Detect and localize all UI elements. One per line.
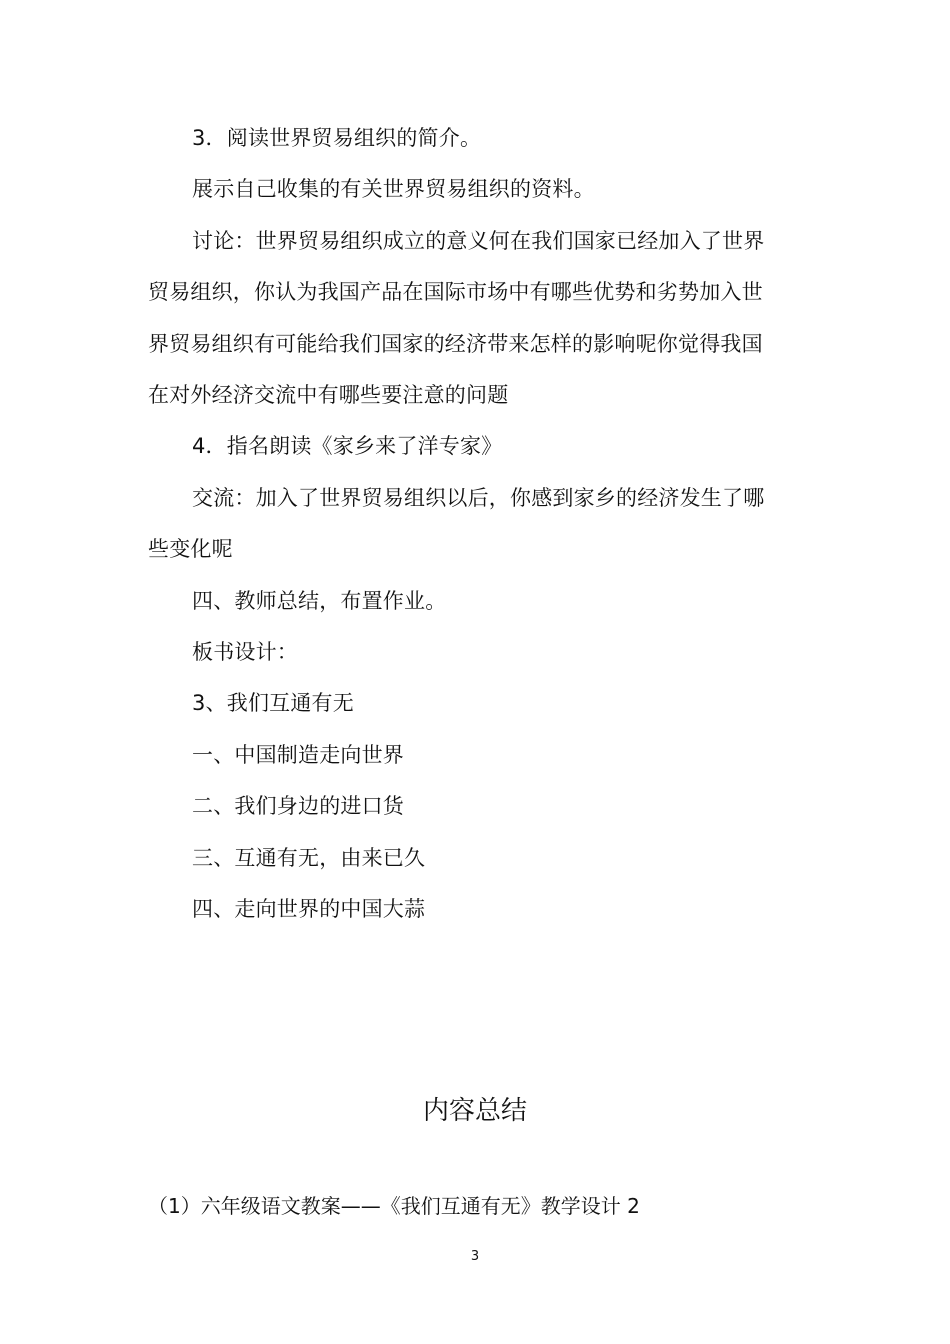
body-line: 展示自己收集的有关世界贸易组织的资料。: [192, 177, 595, 201]
body-line: 一、中国制造走向世界: [192, 743, 404, 767]
body-line: 在对外经济交流中有哪些要注意的问题: [148, 383, 509, 407]
body-line: 贸易组织，你认为我国产品在国际市场中有哪些优势和劣势加入世: [148, 280, 763, 304]
page-number: 3: [470, 1249, 480, 1264]
body-line: 4．指名朗读《家乡来了洋专家》: [192, 434, 503, 458]
body-line: 些变化呢: [148, 537, 233, 561]
summary-heading: 内容总结: [422, 1096, 527, 1126]
body-line: 3、我们互通有无: [192, 691, 354, 715]
summary-item: （1）六年级语文教案——《我们互通有无》教学设计 2: [148, 1194, 640, 1218]
body-line: 讨论：世界贸易组织成立的意义何在我们国家已经加入了世界: [192, 229, 765, 253]
body-line: 板书设计：: [192, 640, 298, 664]
body-line: 界贸易组织有可能给我们国家的经济带来怎样的影响呢你觉得我国: [148, 332, 763, 356]
body-line: 三、互通有无，由来已久: [192, 846, 426, 870]
body-line: 四、走向世界的中国大蒜: [192, 897, 426, 921]
body-line: 二、我们身边的进口货: [192, 794, 404, 818]
body-line: 3．阅读世界贸易组织的简介。: [192, 126, 482, 150]
body-line: 四、教师总结，布置作业。: [192, 589, 447, 613]
body-line: 交流：加入了世界贸易组织以后，你感到家乡的经济发生了哪: [192, 486, 765, 510]
